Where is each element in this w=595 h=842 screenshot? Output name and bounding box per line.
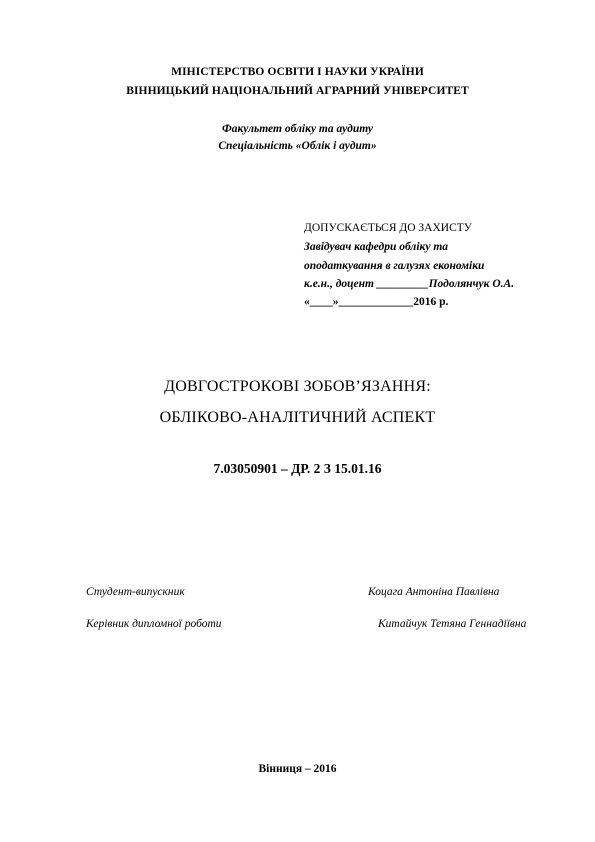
thesis-title-line-2: ОБЛІКОВО-АНАЛІТИЧНИЙ АСПЕКТ	[159, 409, 436, 426]
approval-signature-line: к.е.н., доцент _________Подолянчук О.А.	[304, 278, 515, 290]
approval-date-line: «____»_____________2016 р.	[304, 296, 449, 308]
university-name: ВІННИЦЬКИЙ НАЦІОНАЛЬНИЙ АГРАРНИЙ УНІВЕРСИТЕТ	[126, 85, 469, 97]
ministry-name: МІНІСТЕРСТВО ОСВІТИ І НАУКИ УКРАЇНИ	[171, 66, 424, 78]
city-year-footer: Вінниця – 2016	[258, 763, 337, 775]
student-label: Студент-випускник	[86, 586, 185, 598]
specialty-line: Спеціальність «Облік і аудит»	[218, 140, 377, 152]
approval-line-2: оподаткування в галузях економіки	[304, 260, 485, 272]
thesis-title-line-1: ДОВГОСТРОКОВІ ЗОБОВ’ЯЗАННЯ:	[164, 378, 431, 395]
approval-line-1: Завідувач кафедри обліку та	[304, 241, 449, 253]
supervisor-name: Китайчук Тетяна Геннадіївна	[378, 618, 527, 630]
student-name: Коцага Антоніна Павлівна	[368, 586, 500, 598]
approval-heading: ДОПУСКАЄТЬСЯ ДО ЗАХИСТУ	[304, 222, 472, 234]
thesis-code: 7.03050901 – ДР. 2 З 15.01.16	[213, 461, 382, 476]
faculty-line: Факультет обліку та аудиту	[221, 123, 374, 135]
supervisor-label: Керівник дипломної роботи	[86, 618, 222, 630]
